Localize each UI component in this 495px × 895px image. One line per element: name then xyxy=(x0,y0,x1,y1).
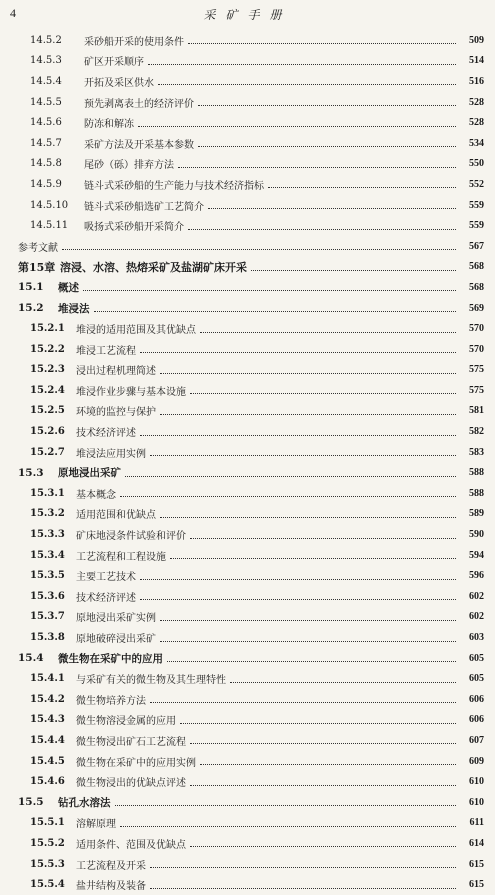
toc-entry-number: 14.5.6 xyxy=(30,117,62,129)
toc-entry-title: 微生物浸出的优缺点评述 xyxy=(76,778,186,790)
toc-entry xyxy=(14,71,484,92)
toc-entry-number: 15.4.6 xyxy=(30,776,65,788)
dot-leader xyxy=(140,598,456,600)
toc-entry xyxy=(14,318,484,339)
toc-entry-page: 605 xyxy=(469,652,484,664)
toc-entry-page: 570 xyxy=(469,323,484,335)
toc-entry-page: 583 xyxy=(469,446,484,458)
toc-entry-number: 15.2.7 xyxy=(30,446,65,458)
toc-entry-page: 528 xyxy=(469,96,484,108)
toc-entry-title: 适用条件、范围及优缺点 xyxy=(76,839,186,851)
toc-entry xyxy=(14,215,484,236)
toc-entry-number: 14.5.2 xyxy=(30,34,62,46)
toc-entry-number: 14.5.5 xyxy=(30,96,62,108)
toc-entry-number: 15.2.4 xyxy=(30,384,65,396)
toc-entry xyxy=(14,257,484,278)
toc-entry-page: 614 xyxy=(469,837,484,849)
dot-leader xyxy=(190,537,456,539)
toc-entry-page: 552 xyxy=(469,178,484,190)
toc-entry xyxy=(14,380,484,401)
toc-entry xyxy=(14,586,484,607)
toc-entry-title: 微生物在采矿中的应用 xyxy=(58,652,163,665)
toc-entry-title: 采矿方法及开采基本参数 xyxy=(84,139,194,151)
toc-entry-title: 原地浸出采矿 xyxy=(58,467,121,480)
toc-entry-title: 微生物培养方法 xyxy=(76,695,146,707)
toc-entry xyxy=(14,195,484,216)
dot-leader xyxy=(83,289,456,291)
toc-entry-title: 微生物在采矿中的应用实例 xyxy=(76,757,196,769)
dot-leader xyxy=(150,887,456,889)
dot-leader xyxy=(120,495,456,497)
toc-entry-number: 15.3.2 xyxy=(30,508,65,520)
toc-entry xyxy=(14,421,484,442)
toc-entry-number: 15.4.4 xyxy=(30,734,65,746)
toc-entry-number: 15.3.8 xyxy=(30,632,65,644)
toc-entry-number: 15.3.6 xyxy=(30,590,65,602)
toc-entry xyxy=(14,174,484,195)
dot-leader xyxy=(178,166,456,168)
toc-entry-number: 14.5.4 xyxy=(30,75,62,87)
toc-entry xyxy=(14,462,484,483)
toc-entry-title: 工艺流程和工程设施 xyxy=(76,551,166,563)
toc-entry xyxy=(14,751,484,772)
dot-leader xyxy=(158,83,456,85)
toc-entry-number: 15.4 xyxy=(18,652,44,665)
toc-entry-title: 与采矿有关的微生物及其生理特性 xyxy=(76,675,226,687)
toc-entry-number: 14.5.10 xyxy=(30,199,69,211)
toc-entry-page: 559 xyxy=(469,199,484,211)
toc-entry-number: 15.2 xyxy=(18,302,44,315)
toc-entry xyxy=(14,668,484,689)
toc-entry-title: 吸扬式采砂船开采简介 xyxy=(84,222,184,234)
page-header xyxy=(0,6,495,24)
toc-entry-title: 参考文献 xyxy=(18,242,58,254)
toc-entry-number: 15.2.5 xyxy=(30,405,65,417)
toc-entry-page: 581 xyxy=(469,405,484,417)
toc-entry-number: 15.2.3 xyxy=(30,364,65,376)
toc-entry-page: 534 xyxy=(469,137,484,149)
dot-leader xyxy=(160,619,456,621)
toc-entry-number: 15.3.4 xyxy=(30,549,65,561)
toc-entry-title: 尾砂（砾）排弃方法 xyxy=(84,160,174,172)
dot-leader xyxy=(150,866,456,868)
toc-entry-title: 矿区开采顺序 xyxy=(84,57,144,69)
toc-entry xyxy=(14,483,484,504)
toc-entry xyxy=(14,771,484,792)
toc-entry-page: 568 xyxy=(469,281,484,293)
toc-entry xyxy=(14,30,484,51)
dot-leader xyxy=(188,228,456,230)
dot-leader xyxy=(180,722,456,724)
dot-leader xyxy=(160,413,456,415)
toc-entry-title: 链斗式采砂船选矿工艺简介 xyxy=(84,201,204,213)
toc-entry xyxy=(14,524,484,545)
toc-entry-number: 15.3 xyxy=(18,466,44,479)
toc-entry-page: 615 xyxy=(469,879,484,891)
toc-entry-title: 工艺流程及开采 xyxy=(76,860,146,872)
dot-leader xyxy=(140,578,456,580)
toc-entry-page: 602 xyxy=(469,611,484,623)
toc-entry-number: 15.4.5 xyxy=(30,755,65,767)
toc-entry-title: 溶浸、水溶、热熔采矿及盐湖矿床开采 xyxy=(60,260,247,274)
toc-entry-page: 610 xyxy=(469,776,484,788)
dot-leader xyxy=(150,454,456,456)
toc-entry xyxy=(14,92,484,113)
toc-entry-page: 590 xyxy=(469,529,484,541)
toc-entry xyxy=(14,689,484,710)
toc-entry-title: 堆浸作业步骤与基本设施 xyxy=(76,386,186,398)
dot-leader xyxy=(198,145,456,147)
toc-entry-number: 15.5.3 xyxy=(30,858,65,870)
toc-entry xyxy=(14,339,484,360)
toc-entry xyxy=(14,545,484,566)
toc-entry-number: 15.5.1 xyxy=(30,817,65,829)
toc-entry-page: 594 xyxy=(469,549,484,561)
toc-entry-page: 567 xyxy=(469,240,484,252)
toc-entry-title: 技术经济评述 xyxy=(76,592,136,604)
dot-leader xyxy=(140,351,456,353)
toc-entry-number: 15.5 xyxy=(18,796,44,809)
dot-leader xyxy=(190,845,456,847)
toc-entry xyxy=(14,298,484,319)
dot-leader xyxy=(208,207,456,209)
toc-entry xyxy=(14,442,484,463)
dot-leader xyxy=(200,763,456,765)
toc-entry xyxy=(14,504,484,525)
dot-leader xyxy=(190,784,456,786)
dot-leader xyxy=(170,557,456,559)
toc-entry-number: 15.5.2 xyxy=(30,837,65,849)
toc-entry-title: 原地浸出采矿实例 xyxy=(76,613,156,625)
toc-entry-page: 575 xyxy=(469,364,484,376)
toc-entry xyxy=(14,360,484,381)
toc-entry xyxy=(14,833,484,854)
toc-entry-title: 钻孔水溶法 xyxy=(58,796,111,809)
toc-entry-number: 15.3.3 xyxy=(30,529,65,541)
toc-entry-number: 14.5.3 xyxy=(30,55,62,67)
toc-entry-number: 14.5.11 xyxy=(30,220,69,232)
toc-entry-number: 第15章 xyxy=(18,260,56,274)
toc-entry-title: 堆浸法 xyxy=(58,302,90,315)
toc-entry-title: 原地破碎浸出采矿 xyxy=(76,634,156,646)
dot-leader xyxy=(190,742,456,744)
dot-leader xyxy=(167,660,456,662)
dot-leader xyxy=(94,310,457,312)
toc-entry xyxy=(14,730,484,751)
toc-entry-title: 基本概念 xyxy=(76,489,116,501)
dot-leader xyxy=(198,104,456,106)
toc-entry-title: 盐井结构及装备 xyxy=(76,881,146,893)
toc-entry xyxy=(14,112,484,133)
dot-leader xyxy=(125,475,456,477)
dot-leader xyxy=(188,42,456,44)
toc-entry-number: 14.5.8 xyxy=(30,158,62,170)
toc-entry-title: 采砂船开采的使用条件 xyxy=(84,36,184,48)
toc-entry-title: 微生物浸出矿石工艺流程 xyxy=(76,736,186,748)
toc-entry-page: 570 xyxy=(469,343,484,355)
toc-entry-page: 606 xyxy=(469,693,484,705)
toc-entry-number: 15.1 xyxy=(18,281,44,294)
toc-entry-title: 溶解原理 xyxy=(76,819,116,831)
toc-entry-page: 568 xyxy=(469,261,484,273)
dot-leader xyxy=(150,701,456,703)
dot-leader xyxy=(160,372,456,374)
toc-entry xyxy=(14,277,484,298)
toc-entry xyxy=(14,565,484,586)
toc-entry-title: 堆浸法应用实例 xyxy=(76,448,146,460)
toc-entry-page: 575 xyxy=(469,384,484,396)
page-number: 4 xyxy=(10,6,16,20)
toc-entry-title: 浸出过程机理简述 xyxy=(76,366,156,378)
toc-entry-title: 堆浸的适用范围及其优缺点 xyxy=(76,325,196,337)
toc-entry xyxy=(14,792,484,813)
toc-entry-page: 514 xyxy=(469,55,484,67)
toc-entry-number: 15.4.1 xyxy=(30,673,65,685)
toc-entry-title: 概述 xyxy=(58,281,79,294)
toc-entry-title: 主要工艺技术 xyxy=(76,572,136,584)
toc-entry xyxy=(14,874,484,895)
toc-entry-title: 矿床地浸条件试验和评价 xyxy=(76,531,186,543)
toc-entry-page: 603 xyxy=(469,632,484,644)
toc-entry xyxy=(14,607,484,628)
table-of-contents xyxy=(14,30,484,895)
toc-entry xyxy=(14,133,484,154)
toc-entry-number: 15.4.2 xyxy=(30,693,65,705)
toc-entry-title: 堆浸工艺流程 xyxy=(76,345,136,357)
toc-entry-page: 509 xyxy=(469,34,484,46)
toc-entry xyxy=(14,854,484,875)
dot-leader xyxy=(62,248,456,250)
toc-entry-number: 14.5.9 xyxy=(30,178,62,190)
toc-entry-number: 15.3.7 xyxy=(30,611,65,623)
toc-entry-page: 569 xyxy=(469,302,484,314)
dot-leader xyxy=(268,186,456,188)
toc-entry-page: 550 xyxy=(469,158,484,170)
dot-leader xyxy=(138,125,456,127)
toc-entry xyxy=(14,401,484,422)
dot-leader xyxy=(190,392,456,394)
dot-leader xyxy=(140,434,456,436)
toc-entry-title: 技术经济评述 xyxy=(76,428,136,440)
toc-entry-page: 559 xyxy=(469,220,484,232)
dot-leader xyxy=(115,804,457,806)
toc-entry-page: 596 xyxy=(469,570,484,582)
dot-leader xyxy=(120,825,456,827)
toc-entry xyxy=(14,710,484,731)
toc-entry-number: 15.2.2 xyxy=(30,343,65,355)
toc-entry-page: 610 xyxy=(469,796,484,808)
toc-entry-page: 516 xyxy=(469,75,484,87)
toc-entry-page: 588 xyxy=(469,467,484,479)
toc-entry-title: 预先剥离表土的经济评价 xyxy=(84,98,194,110)
toc-entry-page: 611 xyxy=(469,817,484,829)
toc-entry xyxy=(14,627,484,648)
toc-entry-number: 15.5.4 xyxy=(30,879,65,891)
toc-entry xyxy=(14,813,484,834)
toc-entry-title: 适用范围和优缺点 xyxy=(76,510,156,522)
toc-entry-page: 607 xyxy=(469,734,484,746)
toc-entry-number: 15.3.5 xyxy=(30,570,65,582)
dot-leader xyxy=(148,63,456,65)
toc-entry-number: 15.3.1 xyxy=(30,487,65,499)
toc-entry-page: 615 xyxy=(469,858,484,870)
dot-leader xyxy=(251,269,456,271)
toc-entry-page: 606 xyxy=(469,714,484,726)
toc-entry-page: 582 xyxy=(469,426,484,438)
toc-entry xyxy=(14,236,484,257)
toc-entry-page: 528 xyxy=(469,117,484,129)
toc-entry-page: 588 xyxy=(469,487,484,499)
toc-entry xyxy=(14,648,484,669)
toc-entry-number: 15.2.6 xyxy=(30,426,65,438)
toc-entry-title: 开拓及采区供水 xyxy=(84,77,154,89)
toc-entry-number: 15.4.3 xyxy=(30,714,65,726)
toc-entry-page: 609 xyxy=(469,755,484,767)
toc-entry-page: 602 xyxy=(469,590,484,602)
dot-leader xyxy=(160,516,456,518)
toc-entry xyxy=(14,51,484,72)
toc-entry-title: 环境的监控与保护 xyxy=(76,407,156,419)
dot-leader xyxy=(200,331,456,333)
toc-entry-number: 14.5.7 xyxy=(30,137,62,149)
toc-entry xyxy=(14,154,484,175)
toc-entry-page: 589 xyxy=(469,508,484,520)
toc-entry-title: 微生物溶浸金属的应用 xyxy=(76,716,176,728)
toc-entry-title: 链斗式采砂船的生产能力与技术经济指标 xyxy=(84,180,264,192)
book-title: 采矿手册 xyxy=(203,8,292,22)
toc-entry-title: 防冻和解冻 xyxy=(84,119,134,131)
dot-leader xyxy=(160,640,456,642)
dot-leader xyxy=(230,681,456,683)
toc-entry-page: 605 xyxy=(469,673,484,685)
toc-entry-number: 15.2.1 xyxy=(30,323,65,335)
